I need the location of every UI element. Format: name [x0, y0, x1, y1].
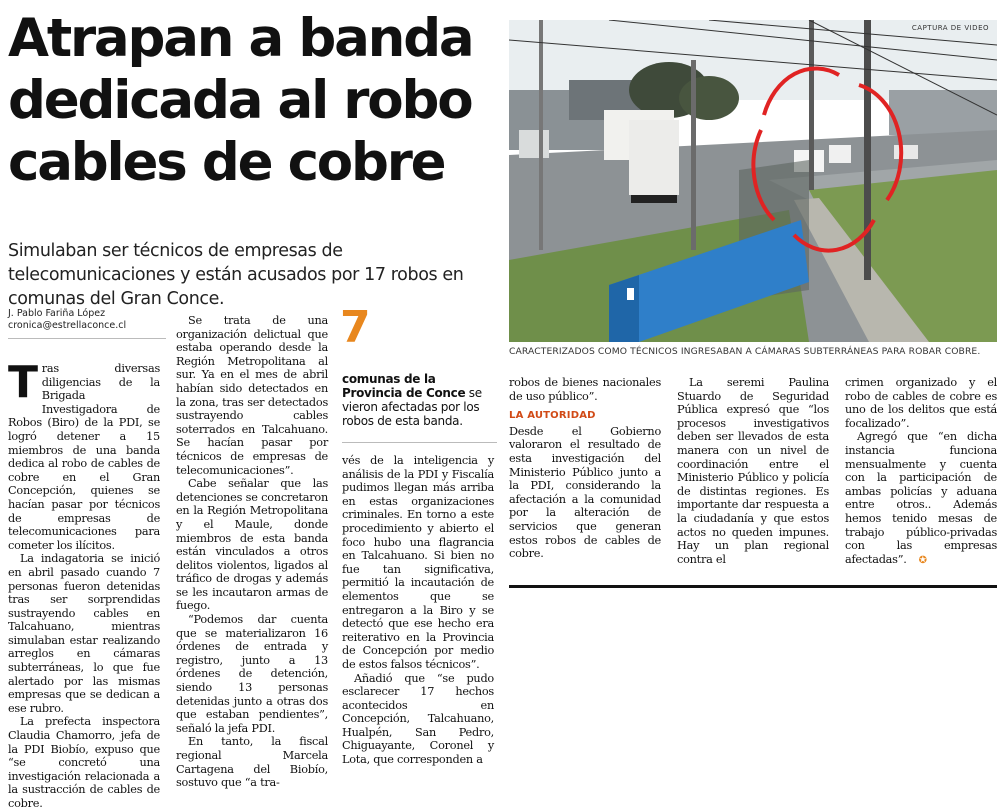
article-photo — [509, 20, 997, 342]
paragraph: robos de bienes nacionales de uso público”. — [509, 376, 661, 403]
paragraph: Desde el Gobierno valoraron el resultado de esta investigación del Ministerio Público junto a la PDI, considerando la afectación a la comunidad por la alteración de servicios que generan estos robos de cables de cobre. — [509, 424, 661, 561]
article-column-1 — [8, 357, 160, 811]
article-column-4 — [509, 376, 661, 561]
paragraph: En tanto, la fiscal regional Marcela Cartagena del Biobío, sostuvo que “a tra- — [176, 735, 328, 790]
paragraph: crimen organizado y el robo de cables de cobre es uno de los delitos que está focalizado”. — [845, 376, 997, 430]
paragraph: Agregó que “en dicha instancia funciona mensualmente y cuenta con la participación de ambas policías y aduana entre otros.. Además hemos tenido mesas de trabajo público-privadas con las empresas afectadas”. ✪ — [845, 430, 997, 566]
paragraph: vés de la inteligencia y análisis de la PDI y Fiscalía pudimos llegan más arriba en estas organizaciones criminales. En torno a este procedimiento y abierto el foco hubo una flagrancia en Talcahuano. Si bien no fue tan significativa, permitió la incautación de elementos que se entregaron a la Biro y se detectó que ese hecho era reiterativo en la Provincia de Concepción por medio de estos falsos técnicos”. — [342, 454, 494, 671]
photo-credit: CAPTURA DE VIDEO — [911, 24, 989, 32]
photo-caption: CARACTERIZADOS COMO TÉCNICOS INGRESABAN A CÁMARAS SUBTERRÁNEAS PARA ROBAR COBRE. — [509, 346, 981, 357]
paragraph: La prefecta inspectora Claudia Chamorro, jefa de la PDI Biobío, expuso que “se concretó una investigación relacionada a la sustracción de cables de cobre. — [8, 715, 160, 810]
paragraph: “Podemos dar cuenta que se materializaron 16 órdenes de entrada y registro, junto a 13 órdenes de detención, siendo 13 personas detenidas junto a otras dos que estaban pendientes”, señaló la jefa PDI. — [176, 613, 328, 735]
byline-divider — [8, 338, 166, 339]
column-end-rule — [509, 585, 997, 588]
paragraph: La indagatoria se inició en abril pasado cuando 7 personas fueron detenidas tras ser sorprendidas sustrayendo cables en Talcahuano, mientras simulaban estar realizando arreglos en cámaras subterráneas, lo que fue alertado por las mismas empresas que se dedican a ese rubro. — [8, 552, 160, 715]
paragraph: Cabe señalar que las detenciones se concretaron en la Región Metropolitana y el Maule, donde miembros de esta banda están vinculados a otros delitos violentos, ligados al tráfico de drogas y además se les incautaron armas de fuego. — [176, 477, 328, 613]
highlight-text — [342, 372, 497, 428]
paragraph: Añadió que “se pudo esclarecer 17 hechos acontecidos en Concepción, Talcahuano, Hualpén, San Pedro, Chiguayante, Coronel y Lota, que corresponden a — [342, 671, 494, 767]
byline-author: J. Pablo Fariña López — [8, 308, 106, 319]
end-mark-icon: ✪ — [918, 554, 927, 566]
paragraph: Se trata de una organización delictual que estaba operando desde la Región Metropolitana al sur. Ya en el mes de abril habían sido detectados en la zona, tras ser detectados sustrayendo cables soterrados en Talcahuano. Se hacían pasar por técnicos de empresas de telecomunicaciones”. — [176, 314, 328, 477]
subtitle: Simulaban ser técnicos de empresas de telecomunicaciones y están acusados por 17 robos en comunas del Gran Conce. — [8, 241, 464, 309]
street-scene-image — [509, 20, 997, 342]
highlight-divider — [342, 442, 497, 443]
article-column-5 — [677, 376, 829, 566]
byline — [8, 308, 168, 332]
byline-email: cronica@estrellaconce.cl — [8, 320, 127, 331]
article-column-6 — [845, 376, 997, 567]
section-subhead: LA AUTORIDAD — [509, 410, 596, 422]
drop-cap: T — [8, 357, 38, 408]
paragraph: La seremi Paulina Stuardo de Seguridad Pública expresó que “los procesos investigativos deben ser llevados de esta manera con un nivel de coordinación entre el Ministerio Público y policía de distintas regiones. Es importante dar respuesta a la ciudadanía y que estos actos no queden impunes. Hay un plan regional contra el — [677, 376, 829, 566]
article-column-2 — [176, 314, 328, 790]
highlight-rest: se vieron afectadas por los robos de esta banda. — [342, 386, 482, 428]
paragraph: Tras diversas diligencias de la Brigada Investigadora de Robos (Biro) de la PDI, se logró detener a 15 miembros de una banda dedica al robo de cables de cobre en el Gran Concepción, quienes se hacían pasar por técnicos de empresas de telecomunicaciones para cometer los ilícitos. — [8, 357, 160, 552]
highlight-number: 7 — [340, 302, 371, 353]
highlight-bold: comunas de la Provincia de Conce — [342, 372, 466, 400]
article-column-3 — [342, 454, 494, 767]
headline: Atrapan a banda dedicada al robo cables de cobre — [8, 8, 473, 193]
